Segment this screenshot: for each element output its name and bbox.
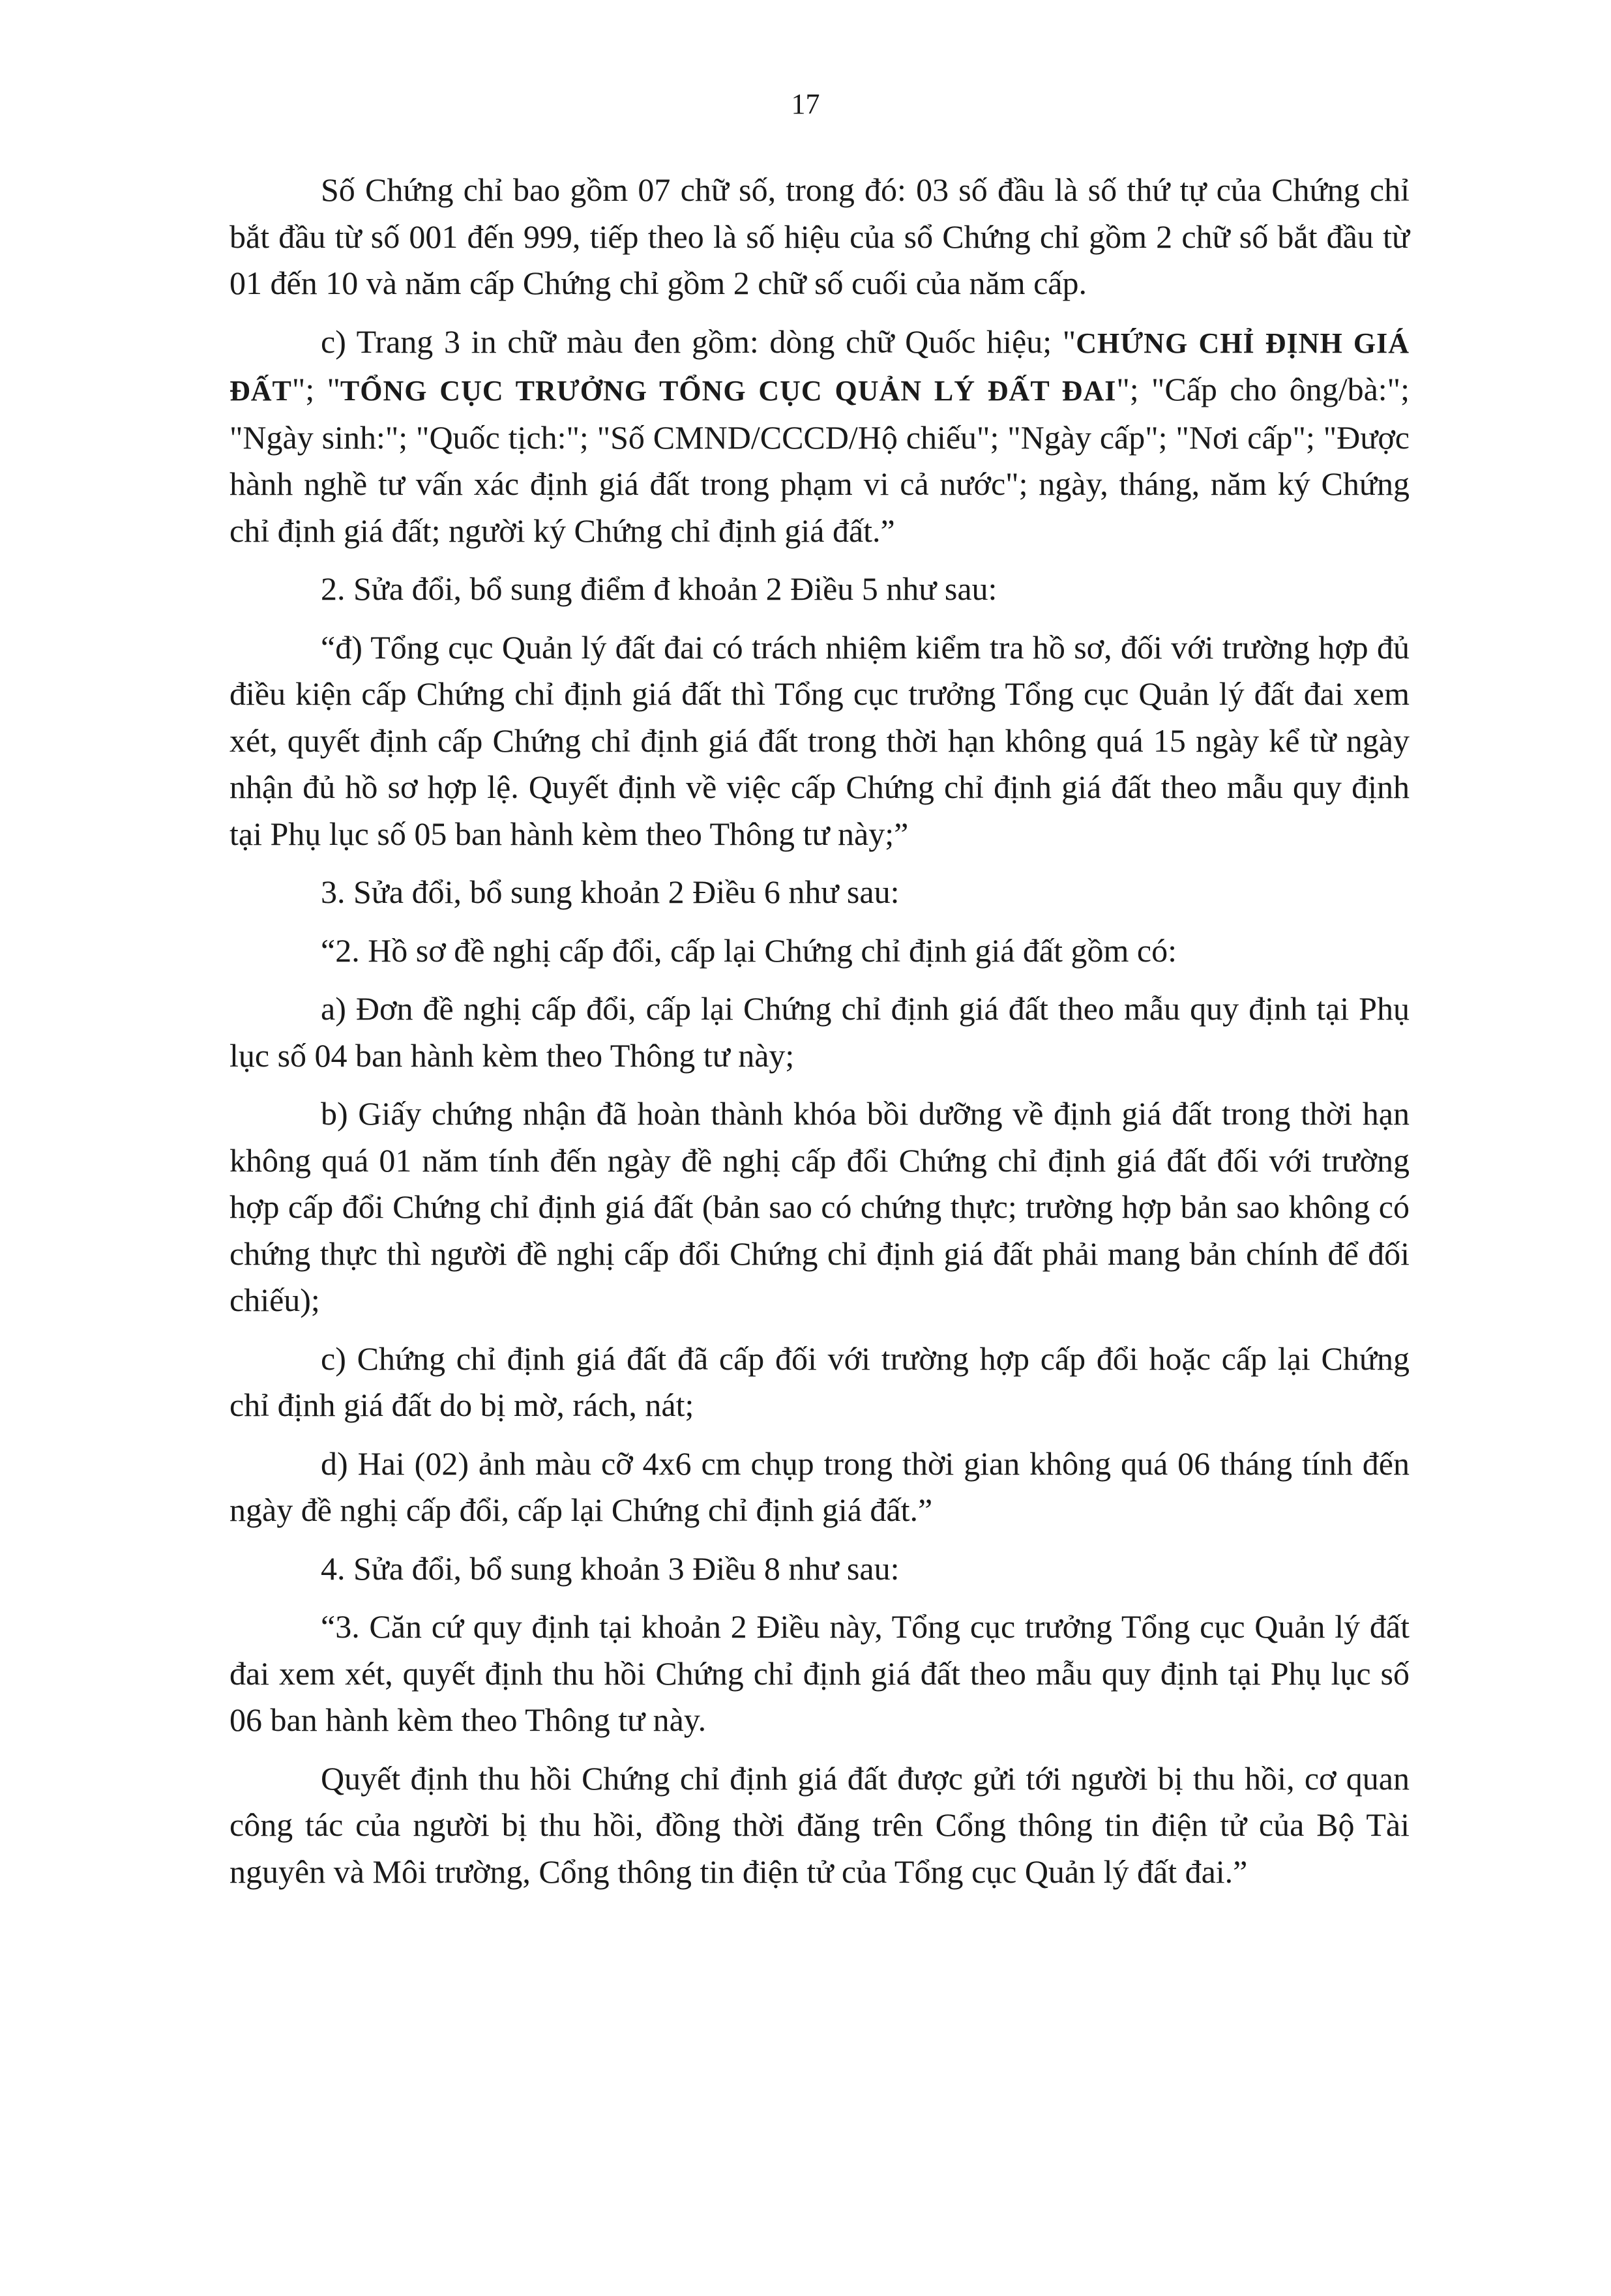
paragraph-text: "; " [291,371,340,407]
paragraph-certificate-number: Số Chứng chỉ bao gồm 07 chữ số, trong đó: 03 số đầu là số thứ tự của Chứng chỉ bắt đầu từ số 001 đến 999, tiếp theo là số hiệu của sổ Chứng chỉ gồm 2 chữ số bắt đầu từ 01 đến 10 và năm cấp Chứng chỉ gồm 2 chữ số cuối của năm cấp. [229,171,1410,301]
paragraph-clause-3: “3. Căn cứ quy định tại khoản 2 Điều này, Tổng cục trưởng Tổng cục Quản lý đất đai xem xét, quyết định thu hồi Chứng chỉ định giá đất theo mẫu quy định tại Phụ lục số 06 ban hành kèm theo Thông tư này. [229,1608,1410,1738]
paragraph-text: "; "Cấp cho ông/bà:"; "Ngày sinh:"; "Quốc tịch:"; "Số CMND/CCCD/Hộ chiếu"; "Ngày cấp"; "Nơi cấp"; "Được hành nghề tư vấn xác định giá đất trong phạm vi cả nước"; ngày, tháng, năm ký Chứng chỉ định giá đất; người ký Chứng chỉ định giá đất.” [229,371,1410,549]
paragraph-amendment-4: 4. Sửa đổi, bổ sung khoản 3 Điều 8 như sau: [321,1550,900,1587]
paragraph-item-b: b) Giấy chứng nhận đã hoàn thành khóa bồi dưỡng về định giá đất trong thời hạn không quá 01 năm tính đến ngày đề nghị cấp đổi Chứng chỉ định giá đất đối với trường hợp cấp đổi Chứng chỉ định giá đất (bản sao có chứng thực; trường hợp bản sao không có chứng thực thì người đề nghị cấp đổi Chứng chỉ định giá đất phải mang bản chính để đối chiếu); [229,1095,1410,1318]
paragraph-text: c) Trang 3 in chữ màu đen gồm: dòng chữ Quốc hiệu; " [321,323,1076,360]
paragraph-point-d: “đ) Tổng cục Quản lý đất đai có trách nhiệm kiểm tra hồ sơ, đối với trường hợp đủ điều kiện cấp Chứng chỉ định giá đất thì Tổng cục trưởng Tổng cục Quản lý đất đai xem xét, quyết định cấp Chứng chỉ định giá đất trong thời hạn không quá 15 ngày kể từ ngày nhận đủ hồ sơ hợp lệ. Quyết định về việc cấp Chứng chỉ định giá đất theo mẫu quy định tại Phụ lục số 05 ban hành kèm theo Thông tư này;” [229,628,1410,852]
paragraph-page-3-content [229,319,1410,555]
paragraph-amendment-2: 2. Sửa đổi, bổ sung điểm đ khoản 2 Điều 5 như sau: [321,570,998,607]
paragraph-dossier: “2. Hồ sơ đề nghị cấp đổi, cấp lại Chứng chỉ định giá đất gồm có: [321,932,1177,969]
paragraph-revocation-decision: Quyết định thu hồi Chứng chỉ định giá đất được gửi tới người bị thu hồi, cơ quan công tác của người bị thu hồi, đồng thời đăng trên Cổng thông tin điện tử của Bộ Tài nguyên và Môi trường, Cổng thông tin điện tử của Tổng cục Quản lý đất đai.” [229,1759,1410,1890]
paragraph-item-c: c) Chứng chỉ định giá đất đã cấp đối với trường hợp cấp đổi hoặc cấp lại Chứng chỉ định giá đất do bị mờ, rách, nát; [229,1340,1410,1423]
paragraph-item-d: d) Hai (02) ảnh màu cỡ 4x6 cm chụp trong thời gian không quá 06 tháng tính đến ngày đề nghị cấp đổi, cấp lại Chứng chỉ định giá đất.” [229,1445,1410,1528]
page-number: 17 [791,88,820,120]
document-body [229,167,1410,1907]
paragraph-item-a: a) Đơn đề nghị cấp đổi, cấp lại Chứng chỉ định giá đất theo mẫu quy định tại Phụ lục số 04 ban hành kèm theo Thông tư này; [229,990,1410,1074]
bold-signer-title: TỔNG CỤC TRƯỞNG TỔNG CỤC QUẢN LÝ ĐẤT ĐAI [340,375,1117,407]
bold-certificate-title: CHỨNG CHỈ ĐỊNH GIÁ ĐẤT [229,327,1410,407]
paragraph-amendment-3: 3. Sửa đổi, bổ sung khoản 2 Điều 6 như sau: [321,874,900,910]
